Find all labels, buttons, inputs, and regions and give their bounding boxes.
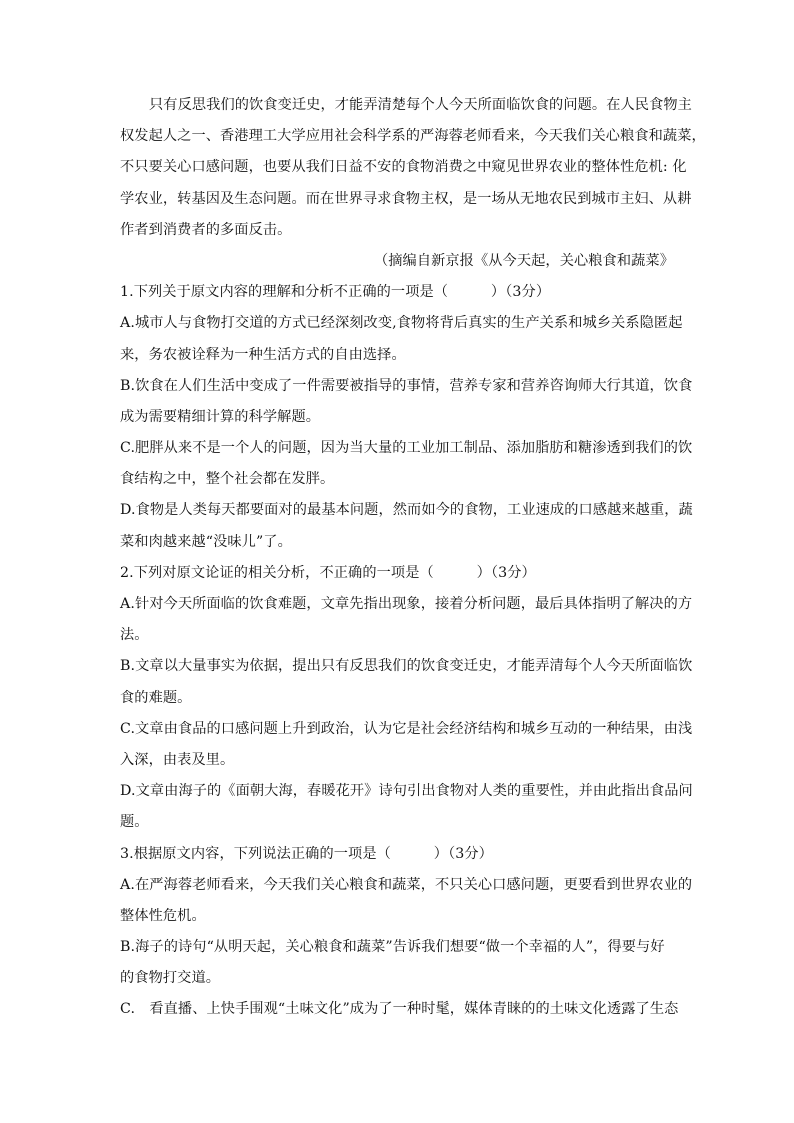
option-d-line: 题。 xyxy=(120,814,149,831)
option-c-line: 食结构之中，整个社会都在发胖。 xyxy=(120,471,335,488)
option-c-line: C.文章由食品的口感问题上升到政治，认为它是社会经济结构和城乡互动的一种结果，由浅 xyxy=(120,720,693,737)
option-c-line: 入深，由表及里。 xyxy=(120,751,235,768)
option-a-line: A.针对今天所面临的饮食难题，文章先指出现象，接着分析问题，最后具体指明了解决的方 xyxy=(120,596,693,612)
option-b-line: 成为需要精细计算的科学解题。 xyxy=(120,408,321,425)
question-stem: 3.根据原文内容，下列说法正确的一项是（ ）（3分） xyxy=(120,845,493,862)
option-b-line: B.海子的诗句“从明天起，关心粮食和蔬菜”告诉我们想要“做一个幸福的人”，得要与好 xyxy=(120,939,665,956)
passage-line: 权发起人之一、香港理工大学应用社会科学系的严海蓉老师看来，今天我们关心粮食和蔬菜， xyxy=(120,128,706,145)
option-b-line: B.文章以大量事实为依据，提出只有反思我们的饮食变迁史，才能弄清每个人今天所面临饮 xyxy=(120,658,693,675)
option-a-line: 法。 xyxy=(120,627,149,644)
option-d-line: D.食物是人类每天都要面对的最基本问题，然而如今的食物，工业速成的口感越来越重，蔬 xyxy=(120,502,693,519)
option-a-line: A.在严海蓉老师看来，今天我们关心粮食和蔬菜，不只关心口感问题，更要看到世界农业的 xyxy=(120,876,693,893)
question-stem: 1.下列关于原文内容的理解和分析不正确的一项是（ ）（3分） xyxy=(120,284,551,301)
question-stem: 2.下列对原文论证的相关分析，不正确的一项是（ ）（3分） xyxy=(120,564,536,581)
passage-line: 学农业，转基因及生态问题。而在世界寻求食物主权，是一场从无地农民到城市主妇、从耕 xyxy=(120,190,692,207)
option-b-line: B.饮食在人们生活中变成了一件需要被指导的事情，营养专家和营养咨询师大行其道，饮食 xyxy=(120,377,693,394)
document-body xyxy=(120,90,706,1026)
passage xyxy=(120,90,706,277)
passage-source: （摘编自新京报《从今天起，关心粮食和蔬菜》 xyxy=(373,252,674,269)
option-d-line: 菜和肉越来越“没味儿”了。 xyxy=(120,533,292,550)
option-b-line: 的食物打交道。 xyxy=(120,970,221,987)
option-a-line: 来，务农被诠释为一种生活方式的自由选择。 xyxy=(120,346,406,363)
option-b-line: 食的难题。 xyxy=(120,689,192,706)
option-c-line: C.肥胖从来不是一个人的问题，因为当大量的工业加工制品、添加脂肪和糖渗透到我们的饮 xyxy=(120,440,693,457)
option-c-line: C. 看直播、上快手围观“土味文化”成为了一种时髦，媒体青睐的的土味文化透露了生态 xyxy=(120,1001,679,1018)
question-3 xyxy=(120,839,693,1026)
passage-line: 作者到消费者的多面反击。 xyxy=(120,221,292,238)
option-a-line: 整体性危机。 xyxy=(120,907,206,924)
question-1 xyxy=(120,277,693,558)
question-2 xyxy=(120,558,693,839)
passage-line: 不只要关心口感问题，也要从我们日益不安的食物消费之中窥见世界农业的整体性危机: 化 xyxy=(120,159,687,176)
option-a-line: A.城市人与食物打交道的方式已经深刻改变,食物将背后真实的生产关系和城乡关系隐匿起 xyxy=(120,315,683,332)
passage-line: 只有反思我们的饮食变迁史，才能弄清楚每个人今天所面临饮食的问题。在人民食物主 xyxy=(149,97,692,113)
option-d-line: D.文章由海子的《面朝大海，春暖花开》诗句引出食物对人类的重要性，并由此指出食品问 xyxy=(120,783,693,800)
